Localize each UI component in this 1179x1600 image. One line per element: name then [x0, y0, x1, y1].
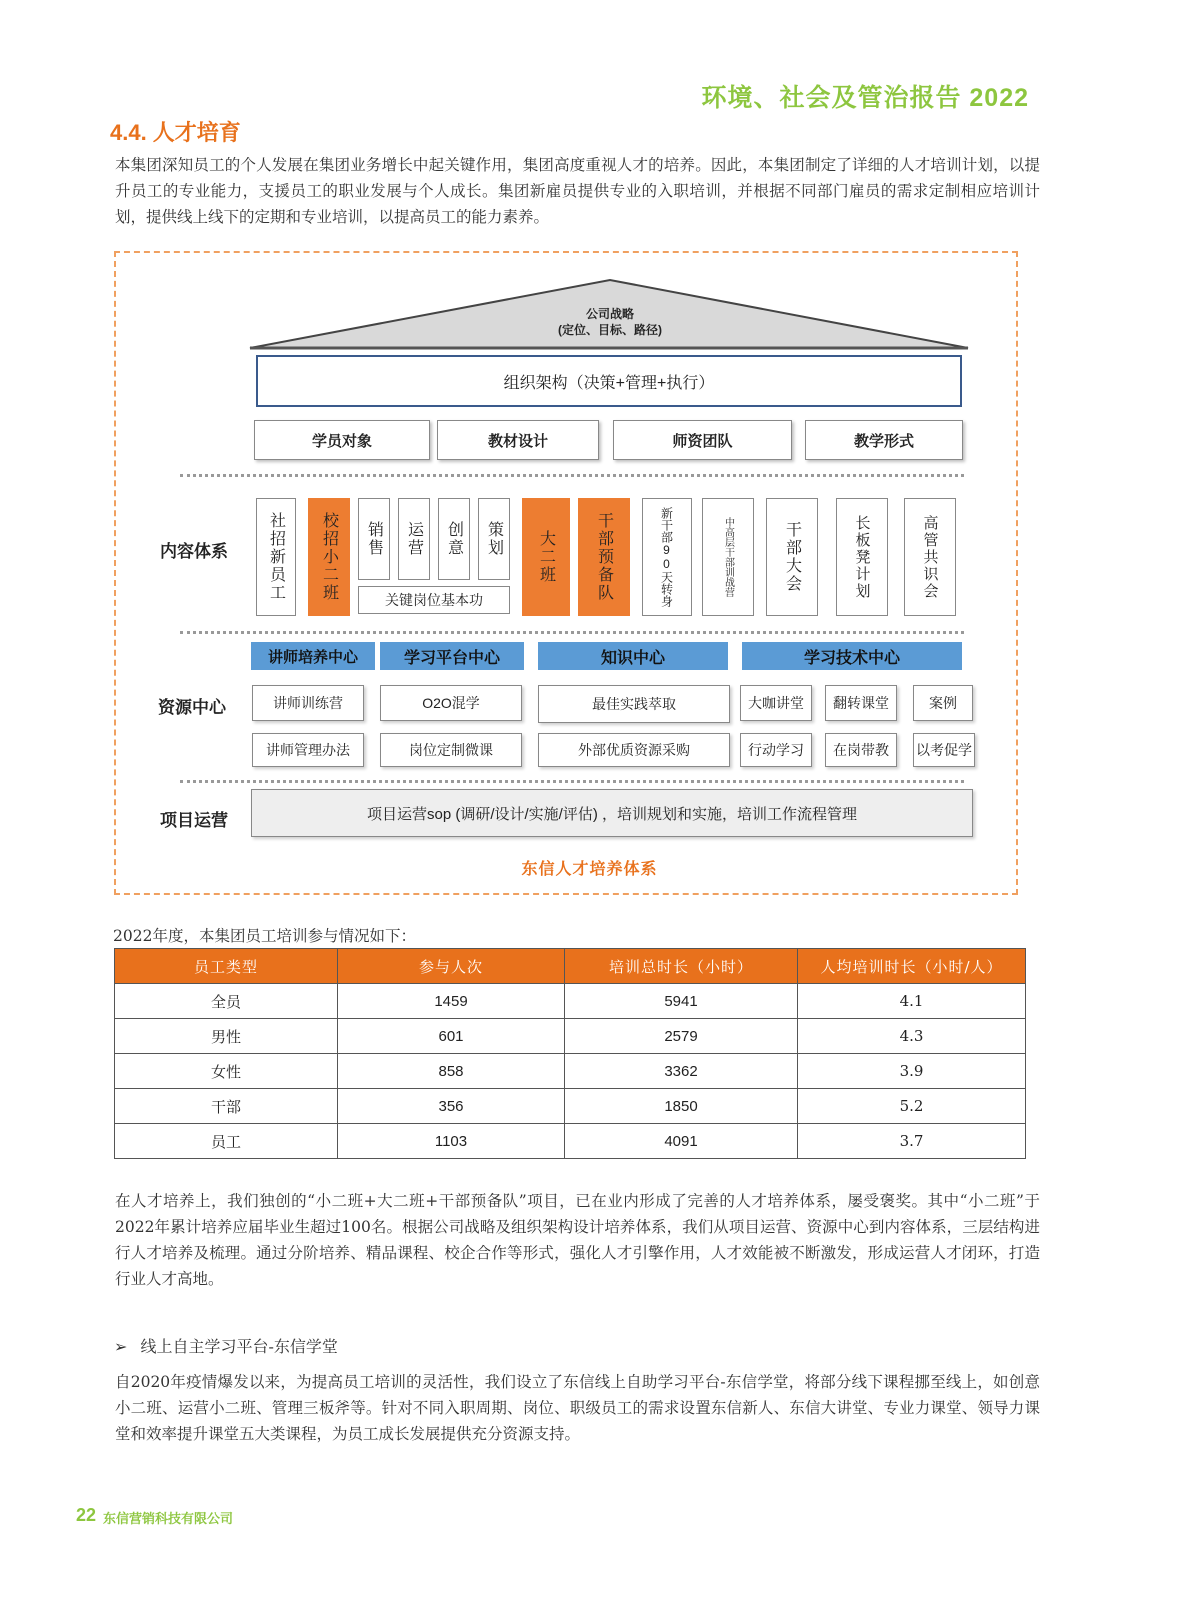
center-tech: 学习技术中心 — [742, 642, 962, 670]
table-cell: 3.7 — [798, 1124, 1026, 1159]
table-cell: 3362 — [565, 1054, 798, 1089]
org-structure-box: 组织架构（决策+管理+执行） — [256, 355, 962, 407]
table-header: 培训总时长（小时） — [565, 949, 798, 984]
center-knowledge: 知识中心 — [538, 642, 728, 670]
pillar-teachers: 师资团队 — [613, 420, 792, 460]
page-number: 22 — [76, 1505, 97, 1525]
content-item: 运营 — [398, 498, 430, 580]
content-item: 干部预备队 — [578, 498, 630, 616]
resource-label: 资源中心 — [158, 698, 226, 717]
divider — [180, 780, 964, 783]
pillar-teaching-form: 教学形式 — [805, 420, 963, 460]
pillar-materials: 教材设计 — [437, 420, 599, 460]
content-item: 新干部90天转身 — [642, 498, 692, 616]
bullet-arrow-icon: ➢ — [114, 1337, 128, 1356]
pillar-students: 学员对象 — [254, 420, 430, 460]
content-item: 大二班 — [522, 498, 570, 616]
resource-item: O2O混学 — [380, 685, 522, 721]
resource-item: 以考促学 — [913, 733, 975, 767]
content-item: 社招新员工 — [256, 498, 296, 616]
table-cell: 1459 — [338, 984, 565, 1019]
table-cell: 2579 — [565, 1019, 798, 1054]
diagram-caption: 东信人才培养体系 — [521, 859, 658, 878]
content-item: 创意 — [438, 498, 470, 580]
subsection-heading — [114, 1334, 338, 1357]
table-cell: 员工 — [115, 1124, 338, 1159]
resource-item: 讲师管理办法 — [252, 733, 364, 767]
table-header-row — [115, 949, 1026, 984]
table-cell: 干部 — [115, 1089, 338, 1124]
table-cell: 3.9 — [798, 1054, 1026, 1089]
table-cell: 女性 — [115, 1054, 338, 1089]
roof-label — [540, 306, 680, 338]
section-title: 4.4. 人才培育 — [110, 120, 241, 145]
divider — [180, 474, 964, 477]
content-item: 策划 — [478, 498, 510, 580]
table-row — [115, 1054, 1026, 1089]
table-cell: 5.2 — [798, 1089, 1026, 1124]
training-table — [114, 948, 1026, 1159]
content-item: 长板凳计划 — [836, 498, 888, 616]
footer-company: 东信营销科技有限公司 — [103, 1511, 234, 1526]
resource-item: 岗位定制微课 — [380, 733, 522, 767]
resource-item: 最佳实践萃取 — [538, 685, 730, 723]
table-row — [115, 1124, 1026, 1159]
table-header: 人均培训时长（小时/人） — [798, 949, 1026, 984]
talent-paragraph: 在人才培养上，我们独创的“小二班+大二班+干部预备队”项目，已在业内形成了完善的人才培养体系，屡受褒奖。其中“小二班”于2022年累计培养应届毕业生超过100名。根据公司战略及组织架构设计培养体系，我们从项目运营、资源中心到内容体系，三层结构进行人才培养及梳理。通过分阶培养、精品课程、校企合作等形式，强化人才引擎作用，人才效能被不断激发，形成运营人才闭环，打造行业人才高地。 — [115, 1192, 1040, 1288]
report-title: 环境、社会及管治报告 2022 — [701, 84, 1029, 112]
table-row — [115, 1019, 1026, 1054]
table-header: 参与人次 — [338, 949, 565, 984]
content-item: 中高层干部训战营 — [702, 498, 754, 616]
resource-item: 行动学习 — [740, 733, 812, 767]
resource-item: 翻转课堂 — [825, 685, 897, 721]
table-cell: 4.3 — [798, 1019, 1026, 1054]
center-lecturer: 讲师培养中心 — [251, 642, 375, 670]
table-cell: 858 — [338, 1054, 565, 1089]
content-item: 干部大会 — [766, 498, 818, 616]
resource-item: 讲师训练营 — [252, 685, 364, 721]
table-cell: 全员 — [115, 984, 338, 1019]
roof-line2: (定位、目标、路径) — [558, 323, 662, 337]
resource-item: 案例 — [913, 685, 973, 721]
table-cell: 4091 — [565, 1124, 798, 1159]
resource-item: 外部优质资源采购 — [538, 733, 730, 767]
subsection-title: 线上自主学习平台-东信学堂 — [140, 1337, 338, 1356]
project-box: 项目运营sop (调研/设计/实施/评估) ，培训规划和实施，培训工作流程管理 — [251, 789, 973, 837]
table-cell: 601 — [338, 1019, 565, 1054]
content-item: 销售 — [358, 498, 390, 580]
intro-paragraph: 本集团深知员工的个人发展在集团业务增长中起关键作用，集团高度重视人才的培养。因此，本集团制定了详细的人才培训计划，以提升员工的专业能力，支援员工的职业发展与个人成长。集团新雇员提供专业的入职培训，并根据不同部门雇员的需求定制相应培训计划，提供线上线下的定期和专业培训，以提高员工的能力素养。 — [115, 156, 1040, 226]
table-header: 员工类型 — [115, 949, 338, 984]
resource-item: 在岗带教 — [825, 733, 897, 767]
table-cell: 男性 — [115, 1019, 338, 1054]
table-cell: 356 — [338, 1089, 565, 1124]
table-row — [115, 984, 1026, 1019]
table-cell: 4.1 — [798, 984, 1026, 1019]
platform-paragraph: 自2020年疫情爆发以来，为提高员工培训的灵活性，我们设立了东信线上自助学习平台-东信学堂，将部分线下课程挪至线上，如创意小二班、运营小二班、管理三板斧等。针对不同入职周期、岗位、职级员工的需求设置东信新人、东信大讲堂、专业力课堂、领导力课堂和效率提升课堂五大类课程，为员工成长发展提供充分资源支持。 — [115, 1373, 1040, 1443]
content-item: 校招小二班 — [308, 498, 350, 616]
roof-line1: 公司战略 — [585, 307, 634, 321]
table-cell: 1103 — [338, 1124, 565, 1159]
project-label: 项目运营 — [160, 811, 228, 830]
table-cell: 5941 — [565, 984, 798, 1019]
divider — [180, 631, 964, 634]
resource-item: 大咖讲堂 — [740, 685, 812, 721]
center-platform: 学习平台中心 — [380, 642, 524, 670]
content-label: 内容体系 — [160, 542, 228, 561]
table-row — [115, 1089, 1026, 1124]
content-item: 高管共识会 — [904, 498, 956, 616]
table-intro: 2022年度，本集团员工培训参与情况如下： — [113, 927, 416, 945]
table-cell: 1850 — [565, 1089, 798, 1124]
key-basic-box: 关键岗位基本功 — [358, 586, 510, 614]
